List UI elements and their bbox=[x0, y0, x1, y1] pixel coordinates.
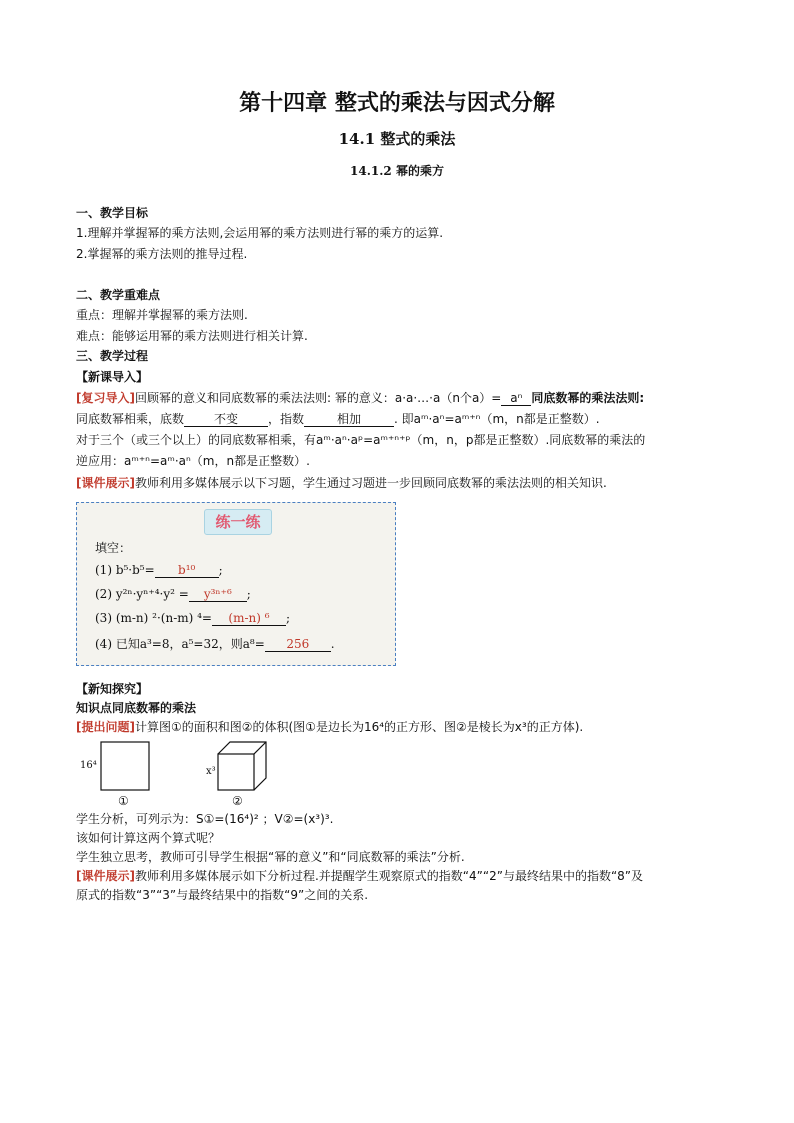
objective-item-2: 2.掌握幂的乘方法则的推导过程. bbox=[76, 247, 248, 261]
chapter-title: 第十四章 整式的乘法与因式分解 bbox=[239, 91, 555, 116]
exercise-q4-text: (4) 已知a³=8，a⁵=32，则a⁸= bbox=[95, 637, 265, 651]
exercise-q2-text: (2) y²ⁿ·yⁿ⁺⁴·y² = bbox=[95, 587, 189, 601]
rule-text-c: . 即aᵐ·aⁿ=aᵐ⁺ⁿ（m，n都是正整数）. bbox=[394, 412, 600, 426]
intro-heading: 【新课导入】 bbox=[76, 370, 149, 384]
courseware-text-2: 教师利用多媒体展示如下分析过程.并提醒学生观察原式的指数“4”“2”与最终结果中的指数“8”及 bbox=[134, 869, 644, 883]
exercise-q3 bbox=[95, 611, 290, 626]
how-line: 该如何计算这两个算式呢？ bbox=[76, 831, 221, 845]
blank-add: 相加 bbox=[304, 412, 394, 427]
exercise-title: 练一练 bbox=[204, 509, 272, 535]
key-points-heading: 二、教学重难点 bbox=[76, 288, 161, 302]
review-line bbox=[76, 389, 644, 407]
review-tag: [复习导入] bbox=[76, 391, 135, 405]
rule-line-4: 逆应用：aᵐ⁺ⁿ=aᵐ·aⁿ（m，n都是正整数）. bbox=[76, 454, 310, 468]
exercise-q3-text: (3) (m-n) ²·(n-m) ⁴= bbox=[95, 611, 212, 625]
think-line: 学生独立思考，教师可引导学生根据“幂的意义”和“同底数幂的乘法”分析. bbox=[76, 850, 465, 864]
student-analysis-line: 学生分析，可列示为：S①=(16⁴)² ；V②=(x³)³. bbox=[76, 812, 334, 826]
exercise-q1-end: ; bbox=[218, 563, 223, 577]
cube-figure bbox=[218, 742, 266, 790]
exercise-q3-end: ; bbox=[285, 611, 291, 625]
exercise-box bbox=[76, 502, 396, 666]
figure-1-number: ① bbox=[118, 794, 129, 808]
objectives-heading: 一、教学目标 bbox=[76, 206, 149, 220]
key-point-difficulty: 难点：能够运用幂的乘方法则进行相关计算. bbox=[76, 329, 308, 343]
rule-text-b: ，指数 bbox=[268, 412, 305, 426]
review-blank: aⁿ bbox=[501, 391, 531, 406]
square-label: 16⁴ bbox=[80, 760, 97, 771]
question-line bbox=[76, 718, 583, 736]
figures bbox=[76, 740, 376, 812]
exercise-a1: b¹⁰ bbox=[155, 563, 219, 578]
rule-line-3: 对于三个（或三个以上）的同底数幂相乘，有aᵐ·aⁿ·aᵖ=aᵐ⁺ⁿ⁺ᵖ（m，n，p都是正整数）.同底数幂的乘法的 bbox=[76, 433, 646, 447]
last-line: 原式的指数“3”“3”与最终结果中的指数“9”之间的关系. bbox=[76, 888, 369, 902]
courseware-tag-2: [课件展示] bbox=[76, 869, 135, 883]
blank-unchanged: 不变 bbox=[184, 412, 268, 427]
exercise-q1 bbox=[95, 563, 223, 578]
review-text-2: 同底数幂的乘法法则: bbox=[531, 391, 645, 405]
exercise-q2-end: ; bbox=[246, 587, 251, 601]
explore-heading: 【新知探究】 bbox=[76, 682, 149, 696]
question-text: 计算图①的面积和图②的体积(图①是边长为16⁴的正方形、图②是棱长为x³的正方体). bbox=[134, 720, 584, 734]
figure-2-number: ② bbox=[232, 794, 243, 808]
process-heading: 三、教学过程 bbox=[76, 349, 149, 363]
courseware-tag: [课件展示] bbox=[76, 476, 135, 490]
exercise-q2 bbox=[95, 587, 251, 602]
courseware-line-2 bbox=[76, 867, 643, 885]
exercise-q4-end: . bbox=[330, 637, 335, 651]
cube-label: x³ bbox=[206, 766, 216, 777]
section-title: 14.1 整式的乘法 bbox=[338, 130, 456, 148]
exercise-q4 bbox=[95, 635, 335, 652]
courseware-line bbox=[76, 474, 607, 492]
review-text: 回顾幂的意义和同底数幂的乘法法则: 幂的意义：a·a·…·a（n个a）= bbox=[134, 391, 502, 405]
exercise-a4: 256 bbox=[265, 637, 331, 652]
question-tag: [提出问题] bbox=[76, 720, 135, 734]
rule-text-a: 同底数幂相乘，底数 bbox=[76, 412, 185, 426]
objective-item-1: 1.理解并掌握幂的乘方法则,会运用幂的乘方法则进行幂的乘方的运算. bbox=[76, 226, 444, 240]
key-point-focus: 重点：理解并掌握幂的乘方法则. bbox=[76, 308, 248, 322]
exercise-a2: y³ⁿ⁺⁶ bbox=[189, 587, 247, 602]
subsection-title: 14.1.2 幂的乘方 bbox=[350, 164, 444, 178]
square-figure bbox=[101, 742, 149, 790]
exercise-q1-text: (1) b⁵·b⁵= bbox=[95, 563, 155, 577]
exercise-a3: (m-n) ⁶ bbox=[212, 611, 286, 626]
exercise-prompt: 填空： bbox=[95, 541, 132, 555]
rule-line bbox=[76, 410, 600, 428]
courseware-text: 教师利用多媒体展示以下习题，学生通过习题进一步回顾同底数幂的乘法法则的相关知识. bbox=[134, 476, 607, 490]
knowledge-point: 知识点同底数幂的乘法 bbox=[76, 701, 197, 715]
